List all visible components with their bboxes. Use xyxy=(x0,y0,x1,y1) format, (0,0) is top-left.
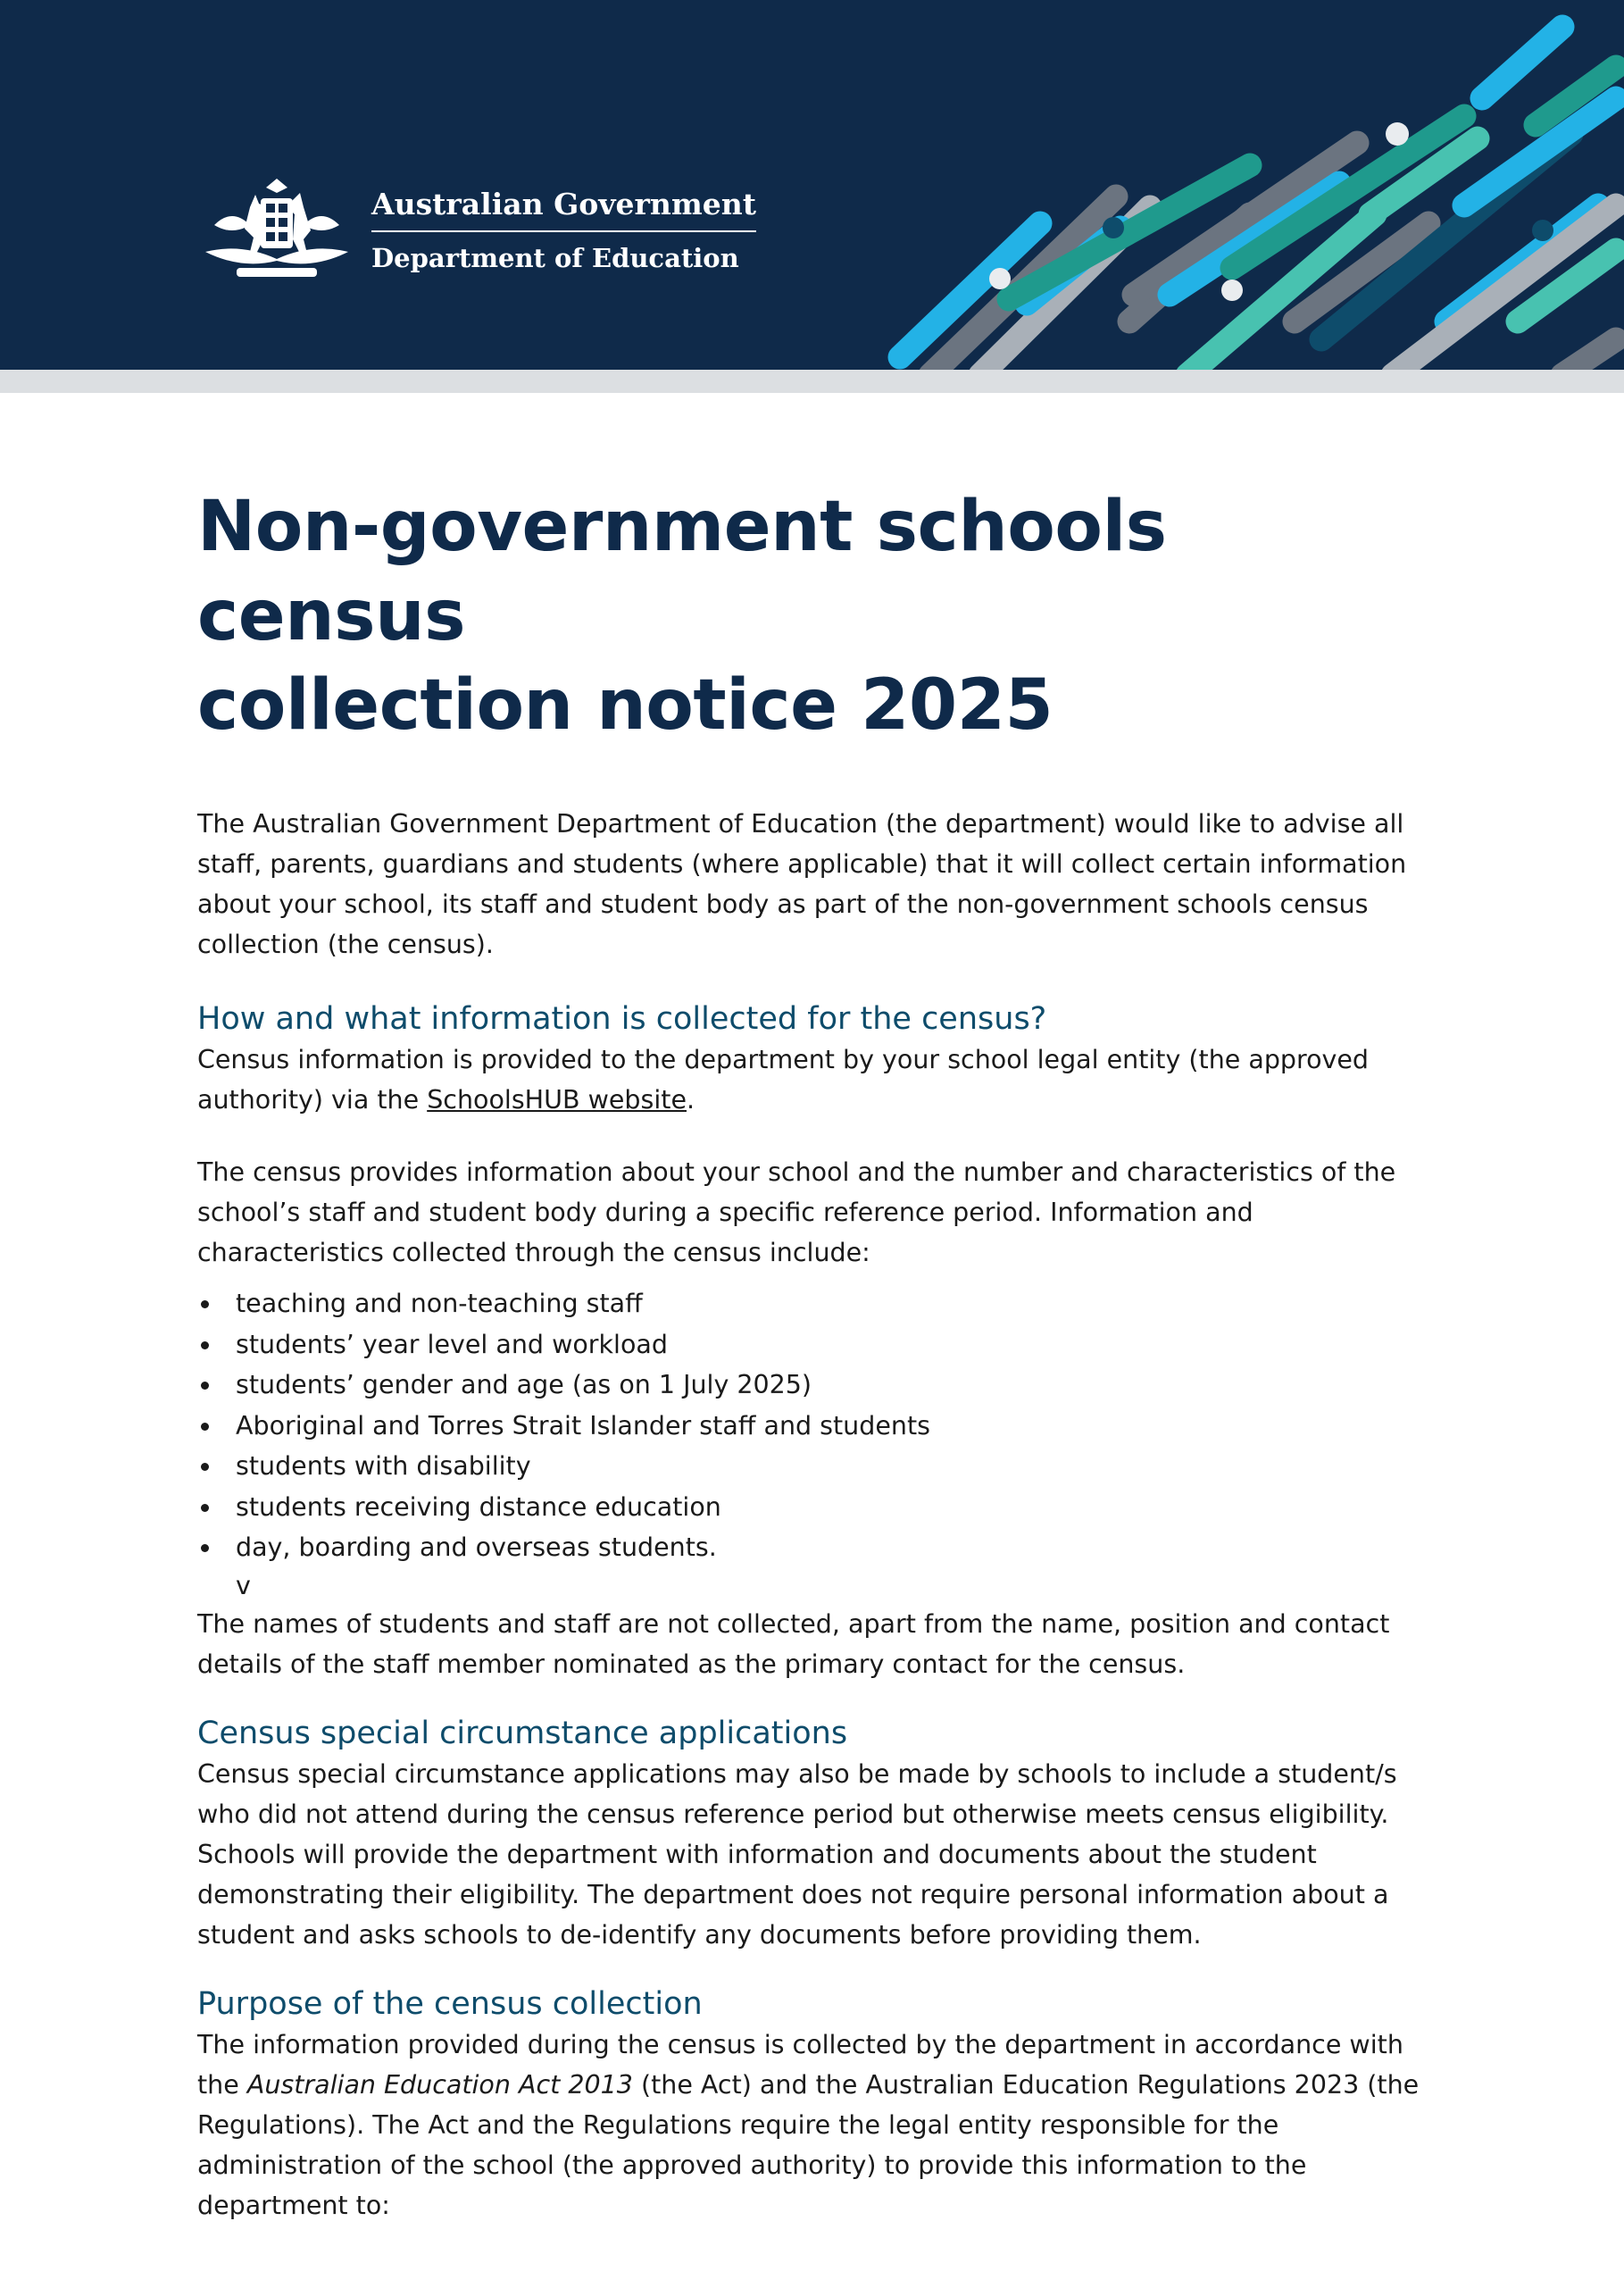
stray-character: v xyxy=(236,1570,251,1600)
list-item: students receiving distance education xyxy=(197,1487,1447,1528)
section3-p1-text: The information provided during the census is collected by the department in accordance with the xyxy=(197,2029,1403,2100)
dot xyxy=(1221,280,1243,301)
list-item: day, boarding and overseas students. xyxy=(197,1527,1447,1568)
document-body xyxy=(197,482,1447,2225)
coat-of-arms-icon xyxy=(196,171,357,288)
list-item: students’ year level and workload xyxy=(197,1324,1447,1365)
stripe xyxy=(1562,339,1616,370)
section3-p1-rest: (the Act) and the Australian Education Regulations 2023 (the Regulations). The Act and the Regulations require the legal entity responsible for the administration of the school (the approved authority) to provide this information to the department to: xyxy=(197,2069,1420,2220)
act-title: Australian Education Act 2013 xyxy=(246,2069,633,2100)
list-item: Aboriginal and Torres Strait Islander staff and students xyxy=(197,1406,1447,1447)
dot xyxy=(1532,220,1553,241)
dot xyxy=(989,268,1011,289)
section-heading-special-circumstance: Census special circumstance applications xyxy=(197,1715,848,1751)
section-heading-how-and-what: How and what information is collected for the census? xyxy=(197,1001,1047,1037)
section1-p1-end: . xyxy=(686,1085,695,1115)
government-logo xyxy=(196,171,756,288)
list-item: teaching and non-teaching staff xyxy=(197,1283,1447,1324)
logo-text xyxy=(371,187,756,273)
census-characteristics-list xyxy=(197,1283,1447,1568)
list-item: students with disability xyxy=(197,1446,1447,1487)
section-heading-purpose: Purpose of the census collection xyxy=(197,1985,703,2022)
schoolshub-website-link[interactable]: SchoolsHUB website xyxy=(427,1085,687,1115)
dot xyxy=(1103,217,1124,238)
logo-line-department: Department of Education xyxy=(371,242,739,273)
header-divider-band xyxy=(0,370,1624,393)
page-title xyxy=(197,482,1447,750)
section1-p1-text: Census information is provided to the department by your school legal entity (the approved authority) via the xyxy=(197,1045,1370,1115)
stripe xyxy=(1482,27,1562,98)
section1-paragraph-3: The names of students and staff are not collected, apart from the name, position and contact details of the staff member nominated as the primary contact for the census. xyxy=(197,1608,1390,1679)
section2-paragraph-1: Census special circumstance applications may also be made by schools to include a student/s who did not attend during the census reference period but otherwise meets census eligibility. Schools will provide the department with information and documents about the student demonstrating their eligibility. The department does not require personal information about a student and asks schools to de-identify any documents before providing them. xyxy=(197,1758,1397,1950)
title-line-1: Non-government schools census xyxy=(197,487,1167,656)
logo-line-australian-government: Australian Government xyxy=(371,187,756,232)
section1-paragraph-2: The census provides information about your school and the number and characteristics of the school’s staff and student body during a specific reference period. Information and characteristics collected through the census include: xyxy=(197,1157,1396,1267)
intro-paragraph: The Australian Government Department of Education (the department) would like to advise all staff, parents, guardians and students (where applicable) that it will collect certain information about your school, its staff and student body as part of the non-government schools census collection (the census). xyxy=(197,809,1407,959)
header-banner xyxy=(0,0,1624,370)
title-line-2: collection notice 2025 xyxy=(197,665,1054,746)
dot xyxy=(1386,122,1409,146)
list-item: students’ gender and age (as on 1 July 2025) xyxy=(197,1365,1447,1406)
section1-paragraph-1 xyxy=(197,1040,1447,1120)
section3-paragraph-1 xyxy=(197,2025,1447,2225)
